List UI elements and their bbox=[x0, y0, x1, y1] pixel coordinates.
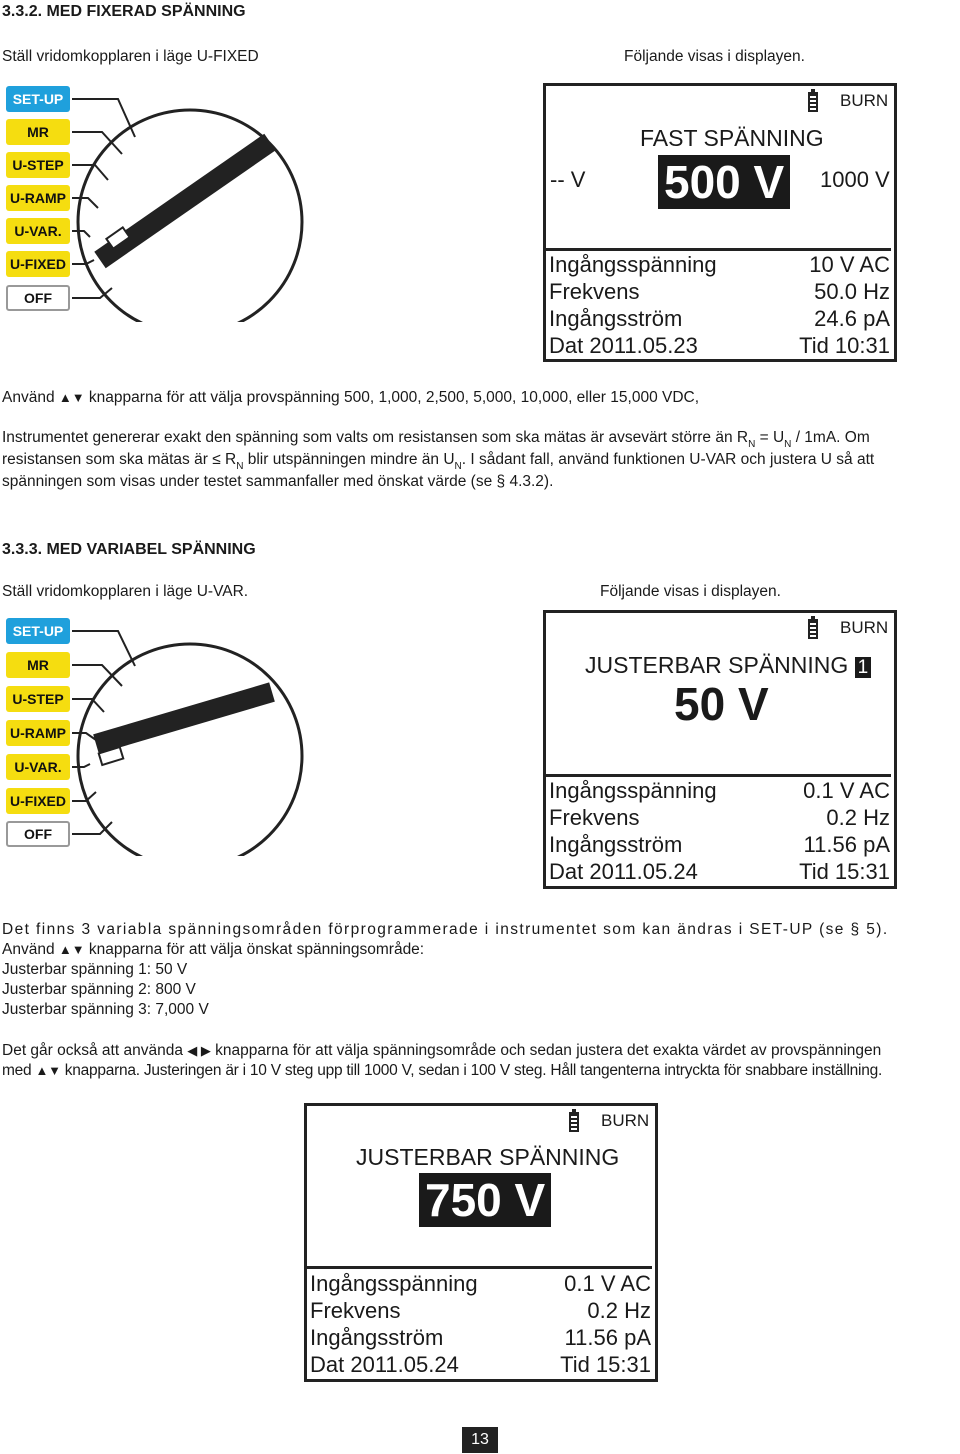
text: Instrumentet genererar exakt den spänning som valts om resistansen som ska mätas är avsevärt större än R bbox=[2, 429, 749, 446]
lcd-row-value: Tid 15:31 bbox=[799, 859, 890, 884]
instruction-left: Ställ vridomkopplaren i läge U-FIXED bbox=[2, 48, 259, 65]
lcd-row-label: Ingångsström bbox=[549, 306, 683, 331]
dial-label-off: OFF bbox=[6, 821, 70, 847]
dial-label-mr: MR bbox=[6, 119, 70, 145]
burn-indicator: BURN bbox=[840, 618, 889, 637]
lcd-row-label: Ingångsström bbox=[310, 1325, 444, 1350]
battery-icon bbox=[569, 1112, 579, 1132]
lcd-row-label: Ingångsspänning bbox=[549, 252, 717, 277]
lcd-row-label: Frekvens bbox=[310, 1298, 401, 1323]
text: Justerbar spänning 2: 800 V bbox=[2, 981, 196, 998]
paragraph-variable-ranges bbox=[2, 920, 960, 1020]
lcd-row-label: Dat 2011.05.23 bbox=[549, 333, 698, 358]
dial-label-ustep: U-STEP bbox=[6, 686, 70, 712]
text: blir utspänningen mindre än U bbox=[243, 451, 455, 468]
lcd-row-value: Tid 10:31 bbox=[799, 333, 890, 358]
dial-label-ufixed: U-FIXED bbox=[6, 251, 70, 277]
text: . I sådant fall, använd funktionen U-VAR och justera U så att bbox=[461, 451, 875, 468]
dial-label-ufixed: U-FIXED bbox=[6, 788, 70, 814]
lcd-row-value: 10 V AC bbox=[809, 252, 890, 277]
lcd-row-label: Ingångsspänning bbox=[310, 1271, 478, 1296]
left-right-arrows-icon: ◀ ▶ bbox=[187, 1043, 211, 1058]
subscript: N bbox=[454, 461, 462, 472]
lcd-row-value: Tid 15:31 bbox=[560, 1352, 651, 1377]
lcd-voltage-value: 50 V bbox=[674, 678, 769, 730]
lcd-row-value: 50.0 Hz bbox=[814, 279, 890, 304]
instruction-right: Följande visas i displayen. bbox=[624, 48, 805, 65]
section-heading-variable: 3.3.3. MED VARIABEL SPÄNNING bbox=[2, 541, 256, 558]
text: knapparna. Justeringen är i 10 V steg upp till 1000 V, sedan i 100 V steg. Håll tangenterna intryckta för snabbare inställning. bbox=[60, 1062, 883, 1079]
text: Använd bbox=[2, 389, 59, 406]
lcd-title bbox=[585, 652, 871, 679]
instruction-left: Ställ vridomkopplaren i läge U-VAR. bbox=[2, 583, 249, 600]
text: / 1mA. Om bbox=[791, 429, 870, 446]
lcd-display-adjust bbox=[304, 1103, 658, 1382]
text: Använd bbox=[2, 941, 59, 958]
lcd-max-voltage: 1000 V bbox=[820, 167, 890, 192]
lcd-divider bbox=[546, 774, 891, 777]
lcd-row-label: Ingångsspänning bbox=[549, 778, 717, 803]
text: Det finns 3 variabla spänningsområden förprogrammerade i instrumentet som kan ändras i SET-UP (se § 5). bbox=[2, 921, 889, 938]
text: Justerbar spänning 1: 50 V bbox=[2, 961, 188, 978]
paragraph-adjust bbox=[2, 1041, 960, 1081]
lcd-title: FAST SPÄNNING bbox=[640, 125, 824, 151]
subscript: N bbox=[784, 439, 792, 450]
rotary-switch-diagram-fixed bbox=[0, 82, 320, 322]
range-indicator: 1 bbox=[855, 657, 872, 678]
lcd-row-label: Dat 2011.05.24 bbox=[549, 859, 698, 884]
lcd-voltage-value: 750 V bbox=[419, 1173, 551, 1227]
lcd-title-text: JUSTERBAR SPÄNNING bbox=[585, 652, 849, 678]
lcd-divider bbox=[546, 248, 891, 251]
battery-icon bbox=[808, 92, 818, 112]
dial-label-uramp: U-RAMP bbox=[6, 720, 70, 746]
lcd-row-value: 11.56 pA bbox=[803, 832, 890, 857]
text: spänningen som visas under testet sammanfaller med önskat värde (se § 4.3.2). bbox=[2, 473, 554, 490]
lcd-row-label: Dat 2011.05.24 bbox=[310, 1352, 459, 1377]
up-down-arrows-icon: ▲▼ bbox=[58, 390, 85, 405]
text: Det går också att använda bbox=[2, 1042, 188, 1059]
dial-label-setup: SET-UP bbox=[6, 86, 70, 112]
text: = U bbox=[755, 429, 785, 446]
lcd-row-value: 0.2 Hz bbox=[587, 1298, 651, 1323]
text: knapparna för att välja spänningsområde och sedan justera det exakta värdet av provspänningen bbox=[210, 1042, 882, 1059]
lcd-voltage-value: 500 V bbox=[658, 155, 790, 209]
text: knapparna för att välja önskat spänningsområde: bbox=[84, 941, 425, 958]
lcd-row-value: 0.1 V AC bbox=[803, 778, 890, 803]
text: Justerbar spänning 3: 7,000 V bbox=[2, 1001, 209, 1018]
text: med bbox=[2, 1062, 36, 1079]
lcd-display-variable bbox=[543, 610, 897, 889]
text: knapparna för att välja provspänning 500, 1,000, 2,500, 5,000, 10,000, eller 15,000 VDC, bbox=[84, 389, 700, 406]
battery-icon bbox=[808, 619, 818, 639]
lcd-divider bbox=[307, 1266, 652, 1269]
lcd-title: JUSTERBAR SPÄNNING bbox=[356, 1144, 620, 1170]
lcd-row-label: Ingångsström bbox=[549, 832, 683, 857]
instruction-right: Följande visas i displayen. bbox=[600, 583, 781, 600]
dial-label-uvar: U-VAR. bbox=[6, 754, 70, 780]
paragraph-exact-voltage bbox=[2, 428, 960, 492]
paragraph-select-voltage bbox=[2, 388, 699, 408]
section-heading-fixed: 3.3.2. MED FIXERAD SPÄNNING bbox=[2, 3, 246, 20]
lcd-row-value: 11.56 pA bbox=[564, 1325, 651, 1350]
subscript: N bbox=[236, 461, 244, 472]
dial-label-off: OFF bbox=[6, 285, 70, 311]
up-down-arrows-icon: ▲▼ bbox=[58, 942, 85, 957]
lcd-display-fixed bbox=[543, 83, 897, 362]
text: resistansen som ska mätas är ≤ R bbox=[2, 451, 237, 468]
rotary-switch-diagram-var bbox=[0, 616, 320, 856]
burn-indicator: BURN bbox=[840, 91, 889, 110]
lcd-row-value: 24.6 pA bbox=[814, 306, 890, 331]
lcd-row-value: 0.2 Hz bbox=[826, 805, 890, 830]
lcd-min-voltage: -- V bbox=[550, 167, 586, 192]
lcd-row-label: Frekvens bbox=[549, 279, 640, 304]
burn-indicator: BURN bbox=[601, 1111, 650, 1130]
dial-label-ustep: U-STEP bbox=[6, 152, 70, 178]
dial-label-setup: SET-UP bbox=[6, 618, 70, 644]
lcd-row-value: 0.1 V AC bbox=[564, 1271, 651, 1296]
dial-label-uvar: U-VAR. bbox=[6, 218, 70, 244]
page-number: 13 bbox=[462, 1427, 498, 1453]
dial-label-mr: MR bbox=[6, 652, 70, 678]
lcd-row-label: Frekvens bbox=[549, 805, 640, 830]
subscript: N bbox=[748, 439, 756, 450]
up-down-arrows-icon: ▲▼ bbox=[35, 1063, 61, 1078]
dial-label-uramp: U-RAMP bbox=[6, 185, 70, 211]
